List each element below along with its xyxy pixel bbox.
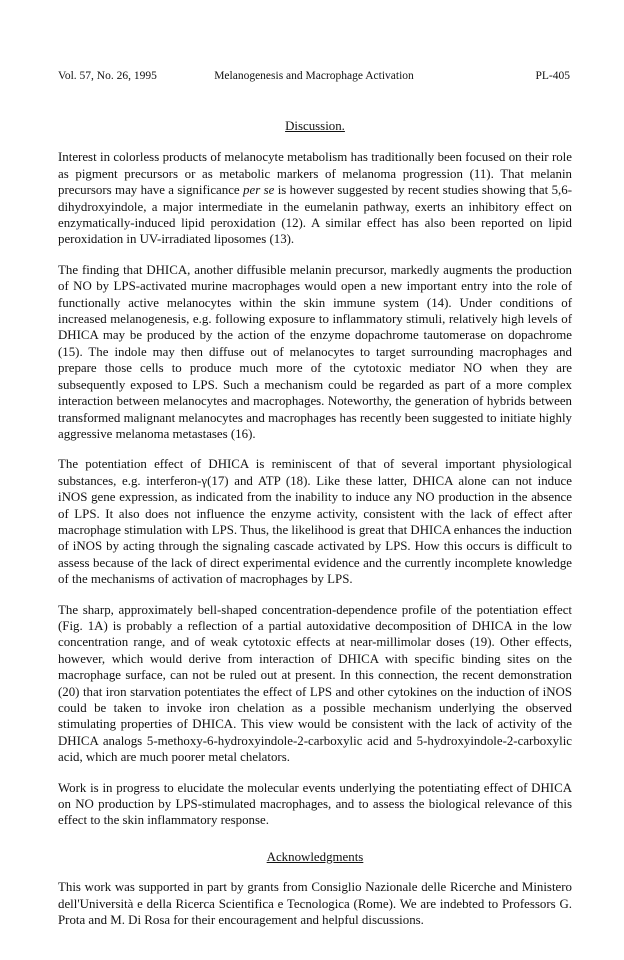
discussion-paragraph-2: The finding that DHICA, another diffusible melanin precursor, markedly augments the production of NO by LPS-activated murine macrophages would open a new important entry into the role of functionally active melanocytes within the skin immune system (14). Under conditions of increased melanogenesis, e.g. following exposure to inflammatory stimuli, relatively high levels of DHICA may be produced by the action of the enzyme dopachrome tautomerase on dopachrome (15). The indole may then diffuse out of melanocytes to target surrounding macrophages and prepare those cells to produce much more of the cytotoxic mediator NO when they are subsequently exposed to LPS. Such a mechanism could be regarded as part of a more complex interaction between melanocytes and macrophages. Noteworthy, the generation of hybrids between transformed malignant melanocytes and macrophages has recently been suggested to initiate highly aggressive melanoma metastases (16). [58, 262, 572, 441]
discussion-heading: Discussion. [285, 119, 345, 133]
acknowledgments-heading: Acknowledgments [266, 849, 364, 864]
journal-volume: Vol. 57, No. 26, 1995 [58, 70, 157, 82]
running-title: Melanogenesis and Macrophage Activation [214, 70, 414, 82]
discussion-paragraph-3: The potentiation effect of DHICA is reminiscent of that of several important physiological substances, e.g. interferon-γ(17) and ATP (18). Like these latter, DHICA alone can not induce iNOS gene expression, as indicated from the inability to induce any NO production in the absence of LPS. It also does not influence the enzyme activity, consistent with the lack of effect after macrophage stimulation with LPS. Thus, the likelihood is great that DHICA enhances the induction of iNOS by acting through the signaling cascade activated by LPS. How this occurs is difficult to assess because of the lack of direct experimental evidence and the currently incomplete knowledge of the mechanisms of activation of macrophages by LPS. [58, 457, 572, 587]
page-header [58, 70, 570, 86]
discussion-paragraph-5: Work is in progress to elucidate the molecular events underlying the potentiating effect of DHICA on NO production by LPS-stimulated macrophages, and to assess the biological relevance of this effect to the skin inflammatory response. [58, 780, 572, 828]
page-number: PL-405 [535, 70, 570, 82]
discussion-paragraph-4: The sharp, approximately bell-shaped concentration-dependence profile of the potentiation effect (Fig. 1A) is probably a reflection of a partial autoxidative decomposition of DHICA in the low concentration range, and of weak cytotoxic effects at near-millimolar doses (19). Other effects, however, which would derive from interaction of DHICA with specific binding sites on the macrophage surface, can not be ruled out at present. In this connection, the recent demonstration (20) that iron starvation potentiates the effect of LPS and other cytokines on the induction of iNOS could be taken to invoke iron chelation as a possible mechanism underlying the observed stimulating properties of DHICA. This view would be consistent with the lack of activity of the DHICA analogs 5-methoxy-6-hydroxyindole-2-carboxylic acid and 5-hydroxyindole-2-carboxylic acid, which are much poorer metal chelators. [58, 602, 572, 765]
paragraph-1-emphasis: per se [243, 183, 275, 198]
acknowledgments-paragraph: This work was supported in part by grants from Consiglio Nazionale delle Ricerche and Ministero dell'Università e della Ricerca Scientifica e Tecnologica (Rome). We are indebted to Professors G. Prota and M. Di Rosa for their encouragement and helpful discussions. [58, 880, 572, 928]
discussion-paragraph-1 [58, 149, 572, 247]
paragraph-1-text-a: Interest in colorless products of melanocyte metabolism has traditionally been focused on their role as pigment precursors or as metabolic markers of melanoma progression (11). That melanin precursors may have a significance [58, 150, 572, 198]
page-body [58, 118, 572, 942]
paragraph-1-text-b: is however suggested by recent studies showing that 5,6-dihydroxyindole, a major intermediate in the eumelanin pathway, exerts an inhibitory effect on enzymatically-induced lipid peroxidation (12). A similar effect has also been reported on lipid peroxidation in UV-irradiated liposomes (13). [58, 183, 573, 247]
